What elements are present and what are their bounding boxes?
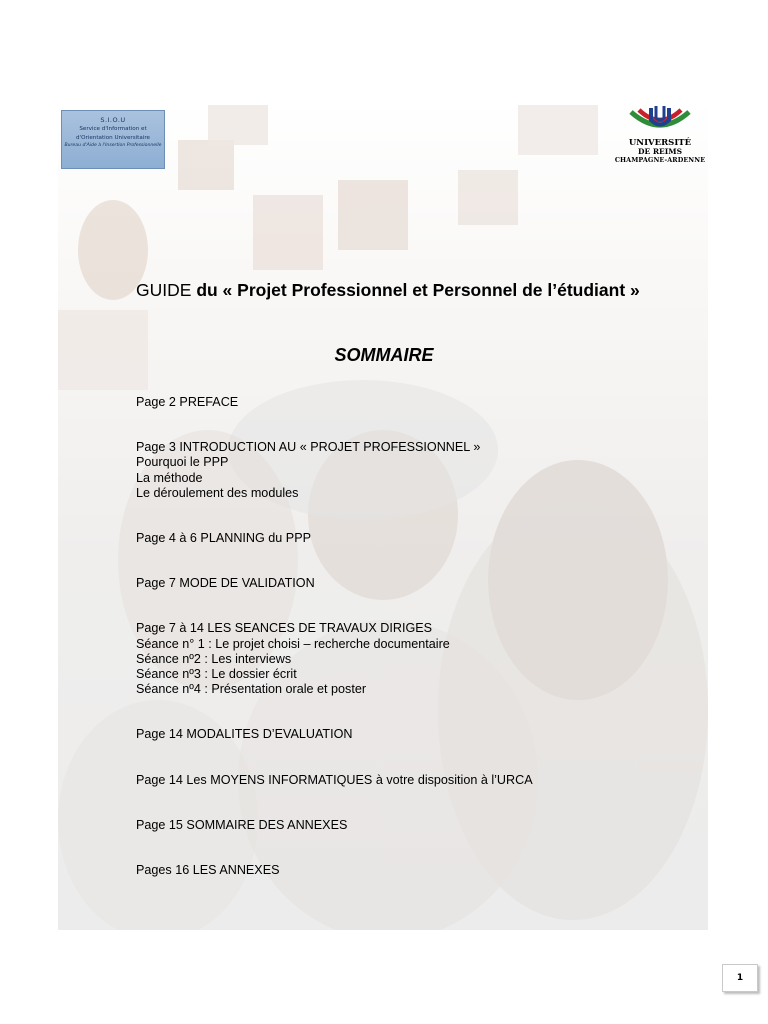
toc-entry-heading: Page 2 PREFACE <box>136 395 239 409</box>
toc-subitem: La méthode <box>136 470 203 485</box>
toc-entry-heading: Page 14 MODALITES D’EVALUATION <box>136 727 353 742</box>
title-guide-word: GUIDE <box>136 280 192 300</box>
university-emblem-icon <box>629 104 691 138</box>
toc-subitem: Le déroulement des modules <box>136 485 299 500</box>
sommaire-heading: SOMMAIRE <box>334 345 434 365</box>
title-text: du « Projet Professionnel et Personnel de l’étudiant » <box>196 280 640 300</box>
toc-entry-heading: Page 3 INTRODUCTION AU « PROJET PROFESSIONNEL » <box>136 440 481 455</box>
university-name: UNIVERSITÉ <box>628 138 692 148</box>
siou-logo <box>61 110 165 169</box>
toc-entry <box>136 440 696 501</box>
siou-logo-line: Service d'Information et <box>79 126 147 132</box>
university-name: DE REIMS <box>637 147 682 156</box>
toc-subitem: Séance n° 1 : Le projet choisi – recherche documentaire <box>136 636 450 651</box>
toc-subitem: Séance nº3 : Le dossier écrit <box>136 667 297 682</box>
toc-entry <box>136 531 696 546</box>
document-title <box>136 280 736 301</box>
toc-subitem: Séance nº4 : Présentation orale et poster <box>136 682 367 697</box>
table-of-contents <box>136 395 696 878</box>
university-region: CHAMPAGNE-ARDENNE <box>614 156 706 164</box>
toc-entry-heading: Page 7 à 14 LES SEANCES DE TRAVAUX DIRIGES <box>136 621 433 636</box>
toc-entry-heading: Page 7 MODE DE VALIDATION <box>136 576 315 591</box>
toc-entry-heading: Page 4 à 6 PLANNING du PPP <box>136 531 312 546</box>
siou-logo-line: d'Orientation Universitaire <box>76 135 150 141</box>
siou-logo-acronym: S.I.O.U <box>100 116 126 124</box>
siou-logo-tagline: Bureau d'Aide à l'Insertion Professionnelle <box>64 143 162 148</box>
page-number: 1 <box>722 964 758 992</box>
toc-entry <box>136 395 696 410</box>
toc-entry <box>136 621 696 697</box>
toc-entry <box>136 773 696 788</box>
university-logo <box>612 104 708 174</box>
toc-entry-heading: Page 15 SOMMAIRE DES ANNEXES <box>136 817 348 832</box>
toc-entry <box>136 863 696 878</box>
toc-entry <box>136 727 696 742</box>
toc-subitem: Séance nº2 : Les interviews <box>136 651 292 666</box>
toc-entry-heading: Page 14 Les MOYENS INFORMATIQUES à votre disposition à l’URCA <box>136 772 533 787</box>
toc-subitem: Pourquoi le PPP <box>136 455 229 470</box>
toc-entry-heading: Pages 16 LES ANNEXES <box>136 863 280 878</box>
toc-entry <box>136 576 696 591</box>
toc-entry <box>136 818 696 833</box>
